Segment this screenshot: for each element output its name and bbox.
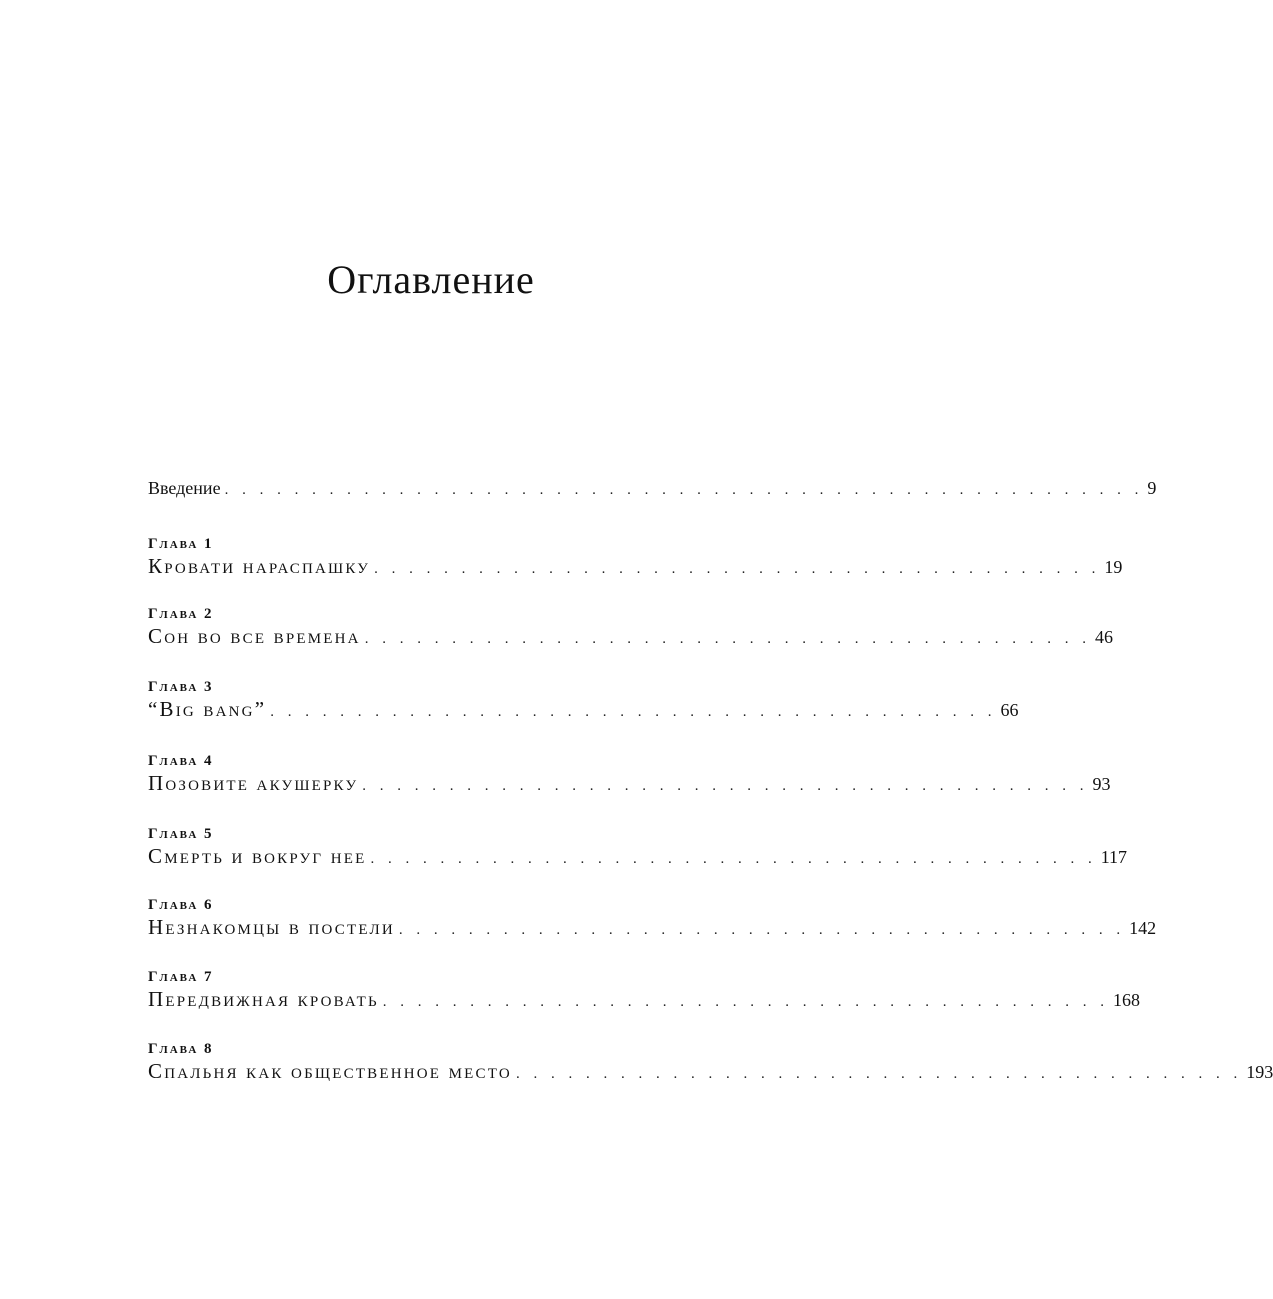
chapter-page: 66 — [1000, 700, 1019, 720]
chapter-title-line — [148, 844, 1128, 869]
dot-leader: . . . . . . . . . . . . . . . . . . . . . . . . . . . . . . . . . . . . . . . . . . . . . . . . . . . . . — [224, 482, 1144, 498]
toc-chapter-1[interactable] — [148, 534, 1123, 604]
dot-leader: . . . . . . . . . . . . . . . . . . . . . . . . . . . . . . . . . . . . . . . . . . — [382, 994, 1110, 1010]
toc-entry-page: 9 — [1147, 478, 1157, 498]
dot-leader: . . . . . . . . . . . . . . . . . . . . . . . . . . . . . . . . . . . . . . . . . . — [270, 704, 997, 720]
chapter-label: Глава 6 — [148, 897, 214, 913]
chapter-title: Кровати нараспашку — [148, 554, 371, 578]
chapter-title: Незнакомцы в постели — [148, 915, 395, 939]
dot-leader: . . . . . . . . . . . . . . . . . . . . . . . . . . . . . . . . . . . . . . . . . . — [374, 561, 1101, 577]
toc-chapter-3[interactable] — [148, 677, 1019, 751]
chapter-page: 193 — [1246, 1062, 1273, 1082]
toc-chapter-8[interactable] — [148, 1039, 1273, 1111]
chapter-label: Глава 7 — [148, 969, 214, 985]
chapter-title: Спальня как общественное место — [148, 1059, 512, 1083]
toc-chapter-2[interactable] — [148, 604, 1113, 677]
toc-chapter-5[interactable] — [148, 824, 1128, 895]
chapter-label: Глава 8 — [148, 1041, 214, 1057]
chapter-label: Глава 2 — [148, 606, 214, 622]
chapter-page: 19 — [1104, 557, 1123, 577]
dot-leader: . . . . . . . . . . . . . . . . . . . . . . . . . . . . . . . . . . . . . . . . . . — [515, 1066, 1243, 1082]
chapter-title: Сон во все времена — [148, 624, 361, 648]
chapter-title: Смерть и вокруг нее — [148, 844, 367, 868]
page-title: Оглавление — [327, 257, 535, 302]
chapter-label: Глава 3 — [148, 679, 214, 695]
chapter-page: 117 — [1100, 847, 1128, 867]
table-of-contents — [148, 478, 1273, 1111]
chapter-title-line — [148, 697, 1019, 722]
chapter-title-line — [148, 987, 1141, 1012]
dot-leader: . . . . . . . . . . . . . . . . . . . . . . . . . . . . . . . . . . . . . . . . . . — [398, 922, 1126, 938]
chapter-title-line — [148, 554, 1123, 579]
chapter-title: “Big bang” — [148, 697, 267, 721]
chapter-label: Глава 5 — [148, 826, 214, 842]
dot-leader: . . . . . . . . . . . . . . . . . . . . . . . . . . . . . . . . . . . . . . . . . . — [370, 851, 1097, 867]
chapter-page: 142 — [1129, 918, 1157, 938]
toc-chapter-7[interactable] — [148, 967, 1141, 1039]
toc-chapter-4[interactable] — [148, 751, 1111, 824]
chapter-page: 46 — [1094, 627, 1113, 647]
chapter-page: 168 — [1113, 990, 1141, 1010]
chapter-title-line — [148, 771, 1111, 796]
dot-leader: . . . . . . . . . . . . . . . . . . . . . . . . . . . . . . . . . . . . . . . . . . — [364, 631, 1091, 647]
toc-chapter-6[interactable] — [148, 895, 1157, 967]
chapter-title-line — [148, 915, 1157, 940]
chapter-label: Глава 1 — [148, 536, 214, 552]
chapter-title-line — [148, 1059, 1273, 1084]
toc-entry-introduction[interactable] — [148, 478, 1157, 534]
toc-entry-title: Введение — [148, 478, 221, 498]
chapter-page: 93 — [1092, 774, 1111, 794]
chapter-title-line — [148, 624, 1113, 649]
dot-leader: . . . . . . . . . . . . . . . . . . . . . . . . . . . . . . . . . . . . . . . . . . — [362, 778, 1089, 794]
chapter-label: Глава 4 — [148, 753, 214, 769]
chapter-title: Передвижная кровать — [148, 987, 379, 1011]
chapter-title: Позовите акушерку — [148, 771, 359, 795]
